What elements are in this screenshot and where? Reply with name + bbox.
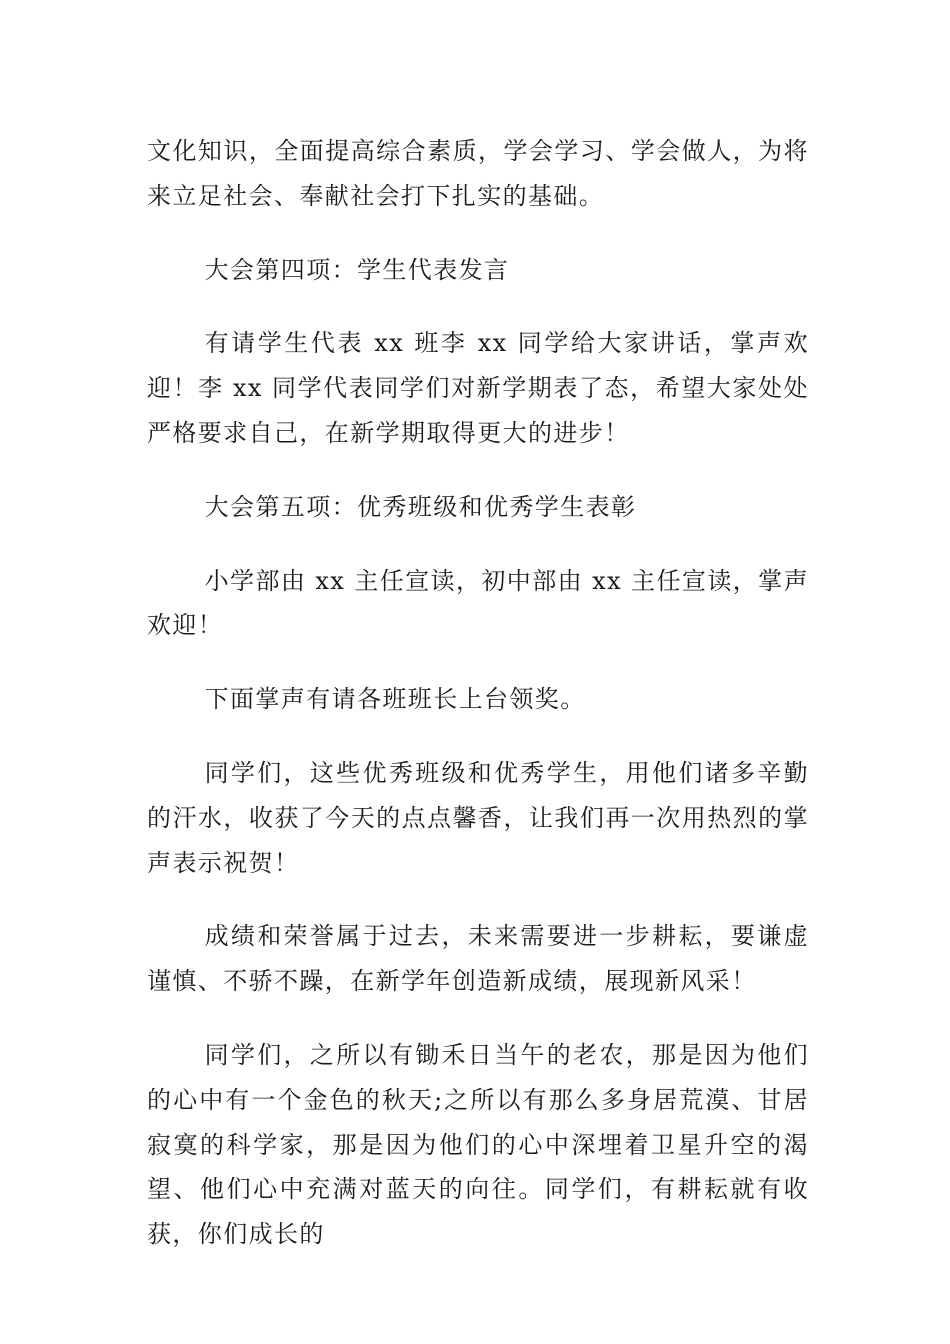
paragraph-closing: 同学们，之所以有锄禾日当午的老农，那是因为他们的心中有一个金色的秋天;之所以有那么多身居荒漠、甘居寂寞的科学家，那是因为他们的心中深埋着卫星升空的渴望、他们心中充满对蓝天的向往。同学们，有耕耘就有收获，你们成长的 [147, 1040, 809, 1249]
paragraph-congratulations: 同学们，这些优秀班级和优秀学生，用他们诸多辛勤的汗水，收获了今天的点点馨香，让我们再一次用热烈的掌声表示祝贺！ [147, 758, 809, 877]
paragraph-item-five-heading: 大会第五项：优秀班级和优秀学生表彰 [204, 492, 637, 521]
paragraph-award-invitation: 下面掌声有请各班班长上台领奖。 [204, 685, 586, 714]
paragraph-item-four-heading: 大会第四项：学生代表发言 [204, 255, 510, 284]
paragraph-announcement: 小学部由 xx 主任宣读，初中部由 xx 主任宣读，掌声欢迎！ [147, 566, 809, 640]
paragraph-continuation: 文化知识，全面提高综合素质，学会学习、学会做人，为将来立足社会、奉献社会打下扎实的基础。 [147, 137, 809, 210]
paragraph-student-speech: 有请学生代表 xx 班李 xx 同学给大家讲话，掌声欢迎！李 xx 同学代表同学们对新学期表了态，希望大家处处严格要求自己，在新学期取得更大的进步！ [147, 329, 809, 447]
paragraph-future-effort: 成绩和荣誉属于过去，未来需要进一步耕耘，要谦虚谨慎、不骄不躁，在新学年创造新成绩，展现新风采！ [147, 922, 809, 996]
document-body [147, 129, 809, 1286]
